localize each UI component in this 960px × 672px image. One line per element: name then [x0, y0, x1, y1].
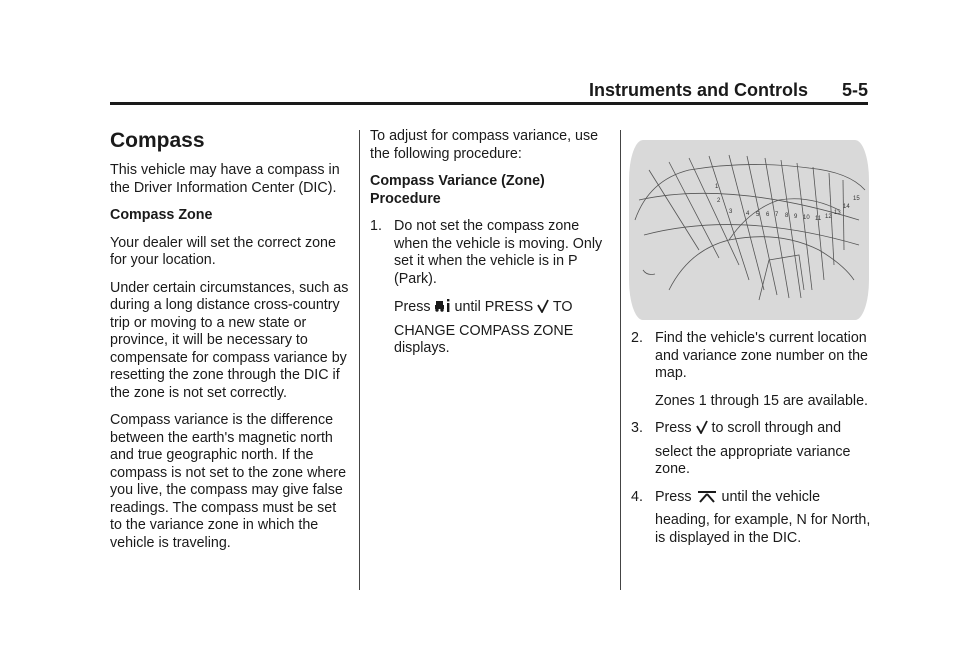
map-zone-label: 12	[825, 214, 832, 220]
map-zone-label: 13	[834, 210, 841, 216]
column-1	[110, 128, 350, 562]
page-header	[110, 80, 868, 102]
step-4-number: 4.	[631, 488, 643, 505]
step-2-sub: Zones 1 through 15 are available.	[655, 392, 869, 409]
press-word: Press	[394, 299, 431, 315]
step-4	[631, 489, 871, 548]
step-2	[631, 330, 871, 383]
step-1-press	[370, 298, 610, 358]
map-zone-label: 9	[794, 214, 798, 220]
column-3	[631, 330, 871, 557]
compass-zone-subhead: Compass Zone	[110, 207, 213, 223]
variance-paragraph: Compass variance is the difference between the earth's magnetic north and true geographic north. If the compass is not set to the zone where you live, the compass may give false readings. The compass must be set to the variance zone in which the vehicle is traveling.	[110, 412, 347, 551]
step-2-text: Find the vehicle's current location and variance zone number on the map.	[655, 330, 869, 381]
step-3-rest: select the appropriate variance zone.	[655, 443, 851, 477]
intro-paragraph: This vehicle may have a compass in the Driver Information Center (DIC).	[110, 162, 340, 196]
section-title: Instruments and Controls	[588, 80, 808, 100]
map-zone-label: 14	[843, 204, 850, 210]
step-4-rest: heading, for example, N for North, is displayed in the DIC.	[655, 512, 871, 546]
step-1	[370, 218, 610, 288]
map-zone-label: 10	[803, 215, 810, 221]
procedure-subhead: Compass Variance (Zone) Procedure	[370, 173, 545, 207]
map-zone-label: 7	[775, 212, 779, 218]
map-zone-label: 2	[717, 198, 721, 204]
map-zone-label: 5	[756, 212, 760, 218]
step-3	[631, 420, 871, 479]
map-zone-label: 8	[785, 213, 789, 219]
map-zone-label: 6	[766, 212, 770, 218]
procedure-intro: To adjust for compass variance, use the following procedure:	[370, 128, 599, 162]
map-zone-label: 11	[815, 216, 822, 222]
press-to: TO	[552, 299, 573, 315]
map-zone-label: 3	[729, 209, 733, 215]
compass-heading: Compass	[110, 129, 205, 152]
map-zone-label: 15	[853, 196, 860, 202]
step-3-number: 3.	[631, 420, 643, 436]
column-divider-1	[359, 130, 360, 590]
press-rest: CHANGE COMPASS ZONE displays.	[394, 322, 574, 356]
press-until: until PRESS	[454, 299, 534, 315]
circumstances-paragraph: Under certain circumstances, such as during a long distance cross-country trip or moving to a new state or province, it will be necessary to compensate for compass variance by resetting the zone through the DIC if the zone is not set correctly.	[110, 279, 349, 401]
header-rule	[110, 102, 868, 105]
step-4-after: until the vehicle	[721, 488, 821, 505]
map-zone-label: 4	[746, 211, 750, 217]
step-4-press: Press	[655, 488, 692, 505]
dealer-paragraph: Your dealer will set the correct zone for your location.	[110, 234, 336, 268]
vehicle-information-icon	[435, 298, 451, 319]
trip-fuel-icon	[696, 489, 718, 509]
step-2-number: 2.	[631, 330, 643, 346]
checkmark-icon	[537, 299, 549, 319]
step-1-number: 1.	[370, 218, 382, 234]
column-2	[370, 128, 610, 368]
page-number: 5-5	[841, 80, 868, 100]
column-divider-2	[620, 130, 621, 590]
step-3-after: to scroll through and	[711, 420, 842, 436]
checkmark-icon	[696, 420, 708, 440]
step-1-text: Do not set the compass zone when the vehicle is moving. Only set it when the vehicle is in P (Park).	[394, 218, 603, 287]
compass-zone-map	[629, 140, 869, 320]
map-zone-label: 1	[715, 184, 719, 190]
step-3-press: Press	[655, 420, 692, 436]
